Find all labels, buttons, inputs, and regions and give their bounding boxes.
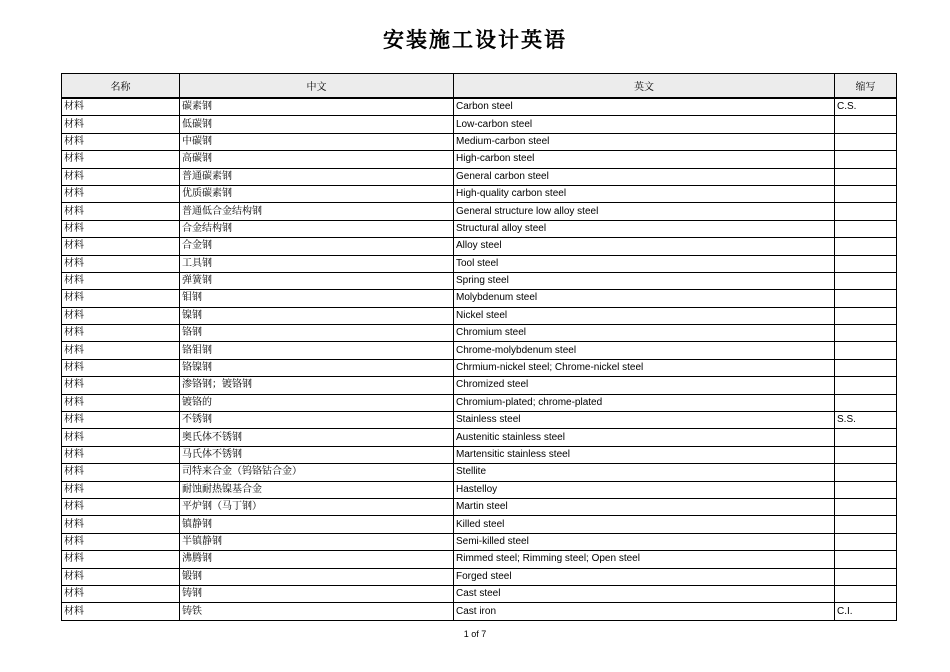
table-row	[62, 446, 897, 463]
cell-chinese: 普通碳素钢	[180, 168, 454, 185]
cell-name: 材料	[62, 464, 180, 481]
cell-english: Killed steel	[454, 516, 835, 533]
cell-abbreviation	[835, 568, 897, 585]
cell-abbreviation	[835, 551, 897, 568]
cell-chinese: 合金结构钢	[180, 220, 454, 237]
cell-name: 材料	[62, 429, 180, 446]
cell-abbreviation	[835, 220, 897, 237]
table-row	[62, 551, 897, 568]
cell-name: 材料	[62, 185, 180, 202]
cell-chinese: 钼钢	[180, 290, 454, 307]
cell-english: Rimmed steel; Rimming steel; Open steel	[454, 551, 835, 568]
cell-name: 材料	[62, 272, 180, 289]
cell-abbreviation	[835, 290, 897, 307]
cell-abbreviation	[835, 342, 897, 359]
cell-abbreviation	[835, 585, 897, 602]
cell-abbreviation	[835, 481, 897, 498]
table-row	[62, 168, 897, 185]
table-row	[62, 272, 897, 289]
table-row	[62, 255, 897, 272]
table-row	[62, 464, 897, 481]
cell-abbreviation	[835, 272, 897, 289]
table-row	[62, 359, 897, 376]
cell-chinese: 镍钢	[180, 307, 454, 324]
cell-english: Stainless steel	[454, 412, 835, 429]
table-row	[62, 412, 897, 429]
cell-english: Martensitic stainless steel	[454, 446, 835, 463]
cell-name: 材料	[62, 585, 180, 602]
cell-english: Carbon steel	[454, 98, 835, 116]
cell-english: Chromized steel	[454, 377, 835, 394]
cell-english: Low-carbon steel	[454, 116, 835, 133]
cell-name: 材料	[62, 325, 180, 342]
cell-english: Cast steel	[454, 585, 835, 602]
cell-english: Alloy steel	[454, 238, 835, 255]
column-header-name: 名称	[62, 74, 180, 99]
cell-english: Molybdenum steel	[454, 290, 835, 307]
cell-name: 材料	[62, 255, 180, 272]
cell-english: General carbon steel	[454, 168, 835, 185]
cell-chinese: 弹簧钢	[180, 272, 454, 289]
table-row	[62, 498, 897, 515]
cell-abbreviation	[835, 377, 897, 394]
table-row	[62, 533, 897, 550]
cell-chinese: 沸腾钢	[180, 551, 454, 568]
cell-chinese: 低碳钢	[180, 116, 454, 133]
cell-name: 材料	[62, 220, 180, 237]
cell-english: Structural alloy steel	[454, 220, 835, 237]
cell-chinese: 耐蚀耐热镍基合金	[180, 481, 454, 498]
table-row	[62, 98, 897, 116]
cell-name: 材料	[62, 133, 180, 150]
cell-chinese: 碳素钢	[180, 98, 454, 116]
cell-abbreviation	[835, 394, 897, 411]
cell-name: 材料	[62, 342, 180, 359]
cell-english: High-quality carbon steel	[454, 185, 835, 202]
cell-abbreviation	[835, 325, 897, 342]
cell-english: High-carbon steel	[454, 151, 835, 168]
cell-name: 材料	[62, 603, 180, 620]
cell-chinese: 镀铬的	[180, 394, 454, 411]
cell-chinese: 优质碳素钢	[180, 185, 454, 202]
table-row	[62, 325, 897, 342]
cell-english: Medium-carbon steel	[454, 133, 835, 150]
cell-chinese: 铸铁	[180, 603, 454, 620]
table-row	[62, 603, 897, 620]
cell-english: Nickel steel	[454, 307, 835, 324]
table-row	[62, 151, 897, 168]
cell-abbreviation	[835, 359, 897, 376]
cell-english: Austenitic stainless steel	[454, 429, 835, 446]
table-row	[62, 342, 897, 359]
cell-english: Martin steel	[454, 498, 835, 515]
table-row	[62, 220, 897, 237]
cell-chinese: 不锈钢	[180, 412, 454, 429]
cell-chinese: 铬钢	[180, 325, 454, 342]
table-row	[62, 290, 897, 307]
glossary-table	[61, 73, 897, 621]
cell-chinese: 高碳钢	[180, 151, 454, 168]
cell-chinese: 镇静钢	[180, 516, 454, 533]
column-header-chinese: 中文	[180, 74, 454, 99]
table-body	[62, 98, 897, 620]
cell-name: 材料	[62, 290, 180, 307]
cell-name: 材料	[62, 359, 180, 376]
cell-name: 材料	[62, 551, 180, 568]
cell-english: Spring steel	[454, 272, 835, 289]
table-row	[62, 185, 897, 202]
cell-english: Forged steel	[454, 568, 835, 585]
cell-name: 材料	[62, 412, 180, 429]
table-row	[62, 429, 897, 446]
cell-chinese: 平炉钢（马丁钢）	[180, 498, 454, 515]
cell-english: Semi-killed steel	[454, 533, 835, 550]
cell-name: 材料	[62, 568, 180, 585]
cell-english: Hastelloy	[454, 481, 835, 498]
cell-chinese: 合金钢	[180, 238, 454, 255]
cell-abbreviation: C.I.	[835, 603, 897, 620]
cell-chinese: 普通低合金结构钢	[180, 203, 454, 220]
cell-abbreviation	[835, 203, 897, 220]
cell-abbreviation: C.S.	[835, 98, 897, 116]
cell-chinese: 铸钢	[180, 585, 454, 602]
cell-chinese: 渗铬钢；镀铬钢	[180, 377, 454, 394]
table-row	[62, 238, 897, 255]
cell-english: Chromium steel	[454, 325, 835, 342]
cell-chinese: 铬镍钢	[180, 359, 454, 376]
cell-abbreviation	[835, 498, 897, 515]
cell-name: 材料	[62, 498, 180, 515]
cell-english: General structure low alloy steel	[454, 203, 835, 220]
table-row	[62, 394, 897, 411]
cell-name: 材料	[62, 203, 180, 220]
cell-abbreviation	[835, 151, 897, 168]
cell-english: Chrome-molybdenum steel	[454, 342, 835, 359]
cell-english: Tool steel	[454, 255, 835, 272]
cell-abbreviation	[835, 516, 897, 533]
cell-abbreviation	[835, 116, 897, 133]
cell-name: 材料	[62, 481, 180, 498]
header-row	[62, 74, 897, 99]
cell-name: 材料	[62, 307, 180, 324]
page-number: 1 of 7	[463, 629, 487, 639]
cell-chinese: 锻钢	[180, 568, 454, 585]
table-row	[62, 585, 897, 602]
cell-abbreviation	[835, 185, 897, 202]
cell-abbreviation	[835, 446, 897, 463]
cell-abbreviation	[835, 238, 897, 255]
column-header-english: 英文	[454, 74, 835, 99]
cell-name: 材料	[62, 168, 180, 185]
cell-chinese: 铬钼钢	[180, 342, 454, 359]
cell-chinese: 半镇静钢	[180, 533, 454, 550]
table-header	[62, 74, 897, 99]
cell-abbreviation	[835, 533, 897, 550]
cell-abbreviation: S.S.	[835, 412, 897, 429]
cell-abbreviation	[835, 133, 897, 150]
table-row	[62, 203, 897, 220]
table-row	[62, 116, 897, 133]
cell-name: 材料	[62, 446, 180, 463]
cell-english: Chromium-plated; chrome-plated	[454, 394, 835, 411]
cell-name: 材料	[62, 377, 180, 394]
table-row	[62, 481, 897, 498]
cell-abbreviation	[835, 168, 897, 185]
table-row	[62, 568, 897, 585]
cell-chinese: 中碳钢	[180, 133, 454, 150]
table-row	[62, 516, 897, 533]
cell-chinese: 奥氏体不锈钢	[180, 429, 454, 446]
table-row	[62, 133, 897, 150]
cell-english: Chrmium-nickel steel; Chrome-nickel steel	[454, 359, 835, 376]
cell-name: 材料	[62, 394, 180, 411]
cell-name: 材料	[62, 516, 180, 533]
cell-chinese: 工具钢	[180, 255, 454, 272]
cell-name: 材料	[62, 116, 180, 133]
table-row	[62, 307, 897, 324]
cell-abbreviation	[835, 429, 897, 446]
cell-chinese: 马氏体不锈钢	[180, 446, 454, 463]
cell-name: 材料	[62, 151, 180, 168]
cell-chinese: 司特来合金（钨铬钴合金）	[180, 464, 454, 481]
cell-abbreviation	[835, 255, 897, 272]
table-row	[62, 377, 897, 394]
page-title: 安装施工设计英语	[383, 27, 567, 52]
cell-name: 材料	[62, 533, 180, 550]
cell-name: 材料	[62, 238, 180, 255]
cell-english: Stellite	[454, 464, 835, 481]
cell-english: Cast iron	[454, 603, 835, 620]
cell-abbreviation	[835, 307, 897, 324]
cell-name: 材料	[62, 98, 180, 116]
column-header-abbreviation: 缩写	[835, 74, 897, 99]
cell-abbreviation	[835, 464, 897, 481]
